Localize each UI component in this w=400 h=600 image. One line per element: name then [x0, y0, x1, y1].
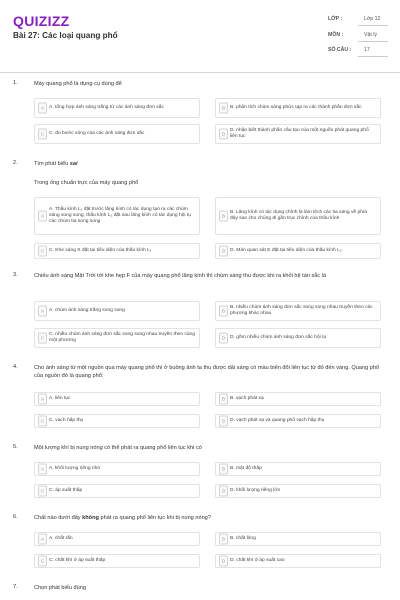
q2-option-c[interactable]	[34, 243, 200, 259]
option-letter: C	[38, 246, 47, 257]
q5-option-b[interactable]	[215, 462, 381, 476]
q5-option-c[interactable]	[34, 484, 200, 498]
q4-option-c[interactable]	[34, 414, 200, 428]
option-text: B. Lăng kính có tác dụng chính là làm lệch các tia sáng về phía đáy sao cho chúng đi gần trục chính của thấu kính	[230, 210, 368, 221]
option-text: C. Khe sáng S đặt tại tiêu diện của thấu kính L₁	[49, 248, 152, 253]
question-text-after: phát ra quang phổ liên tục khi bị nung nóng?	[98, 515, 211, 521]
option-letter: A	[38, 211, 47, 222]
q2-option-d[interactable]	[215, 243, 381, 259]
question-number: 2.	[13, 160, 18, 166]
option-text: D. Màn quan sát E đặt tại tiêu diện của thấu kính L₂	[230, 248, 342, 253]
option-letter: C	[38, 556, 47, 567]
option-letter: A	[38, 464, 47, 475]
meta-subject-value: Vật lý	[364, 32, 377, 38]
question-text-emphasis: sai	[69, 161, 78, 167]
worksheet-title: Bài 27: Các loại quang phổ	[13, 31, 118, 40]
option-letter: D	[219, 486, 228, 497]
option-text: D. nhận biết thành phần cấu tạo của một nguồn phát quang phổ liên tục	[230, 128, 369, 139]
q2-option-b[interactable]	[215, 197, 381, 235]
option-letter: D	[219, 129, 228, 140]
q1-option-a[interactable]	[34, 98, 200, 118]
option-letter: D	[219, 333, 228, 344]
option-text: C. đo bước sóng của các ánh sáng đơn sắc	[49, 131, 145, 136]
question-number: 6.	[13, 514, 18, 520]
option-letter: C	[38, 486, 47, 497]
q4-option-d[interactable]	[215, 414, 381, 428]
question-number: 5.	[13, 444, 18, 450]
q6-option-d[interactable]	[215, 554, 381, 568]
question-text	[34, 160, 380, 168]
q1-option-d[interactable]	[215, 124, 381, 144]
option-letter: B	[219, 464, 228, 475]
question-number: 3.	[13, 272, 18, 278]
meta-subject-label: MÔN :	[328, 32, 344, 38]
option-letter: C	[38, 416, 47, 427]
question-subtext: Trong ống chuẩn trực của máy quang phổ	[34, 180, 139, 186]
option-text: D. vạch phát xạ và quang phổ vạch hấp thụ	[230, 418, 325, 423]
option-text: C. vạch hấp thụ	[49, 418, 84, 423]
option-letter: D	[219, 556, 228, 567]
question-number: 4.	[13, 364, 18, 370]
meta-count-label: SỐ CÂU :	[328, 47, 352, 53]
q5-option-a[interactable]	[34, 462, 200, 476]
question-text: Chiếu ánh sáng Mặt Trời tới khe hẹp F của máy quang phổ lăng kính thì chùm sáng thu được khi ra khỏi hệ tán sắc là	[34, 273, 327, 279]
meta-class-line	[358, 25, 388, 26]
option-text: C. nhiều chùm ánh sáng đơn sắc song song nhau truyền theo cùng một phương	[49, 332, 195, 343]
q2-option-a[interactable]	[34, 197, 200, 235]
q3-option-d[interactable]	[215, 328, 381, 348]
option-letter: C	[38, 129, 47, 140]
option-text: C. áp suất thấp	[49, 488, 83, 493]
option-text: D. khối lượng riêng lớn	[230, 488, 281, 493]
option-letter: C	[38, 333, 47, 344]
option-text: B. chất lỏng	[230, 536, 256, 541]
option-text: B. nhiều chùm ánh sáng đơn sắc song song nhau truyền theo các phương khác nhau	[230, 305, 373, 316]
meta-subject-line	[358, 41, 388, 42]
option-letter: A	[38, 534, 47, 545]
option-letter: A	[38, 103, 47, 114]
q5-option-d[interactable]	[215, 484, 381, 498]
q6-option-c[interactable]	[34, 554, 200, 568]
option-text: A. chất rắn	[49, 536, 73, 541]
q3-option-c[interactable]	[34, 328, 200, 348]
option-text: D. gồm nhiều chùm ánh sáng đơn sắc hội tụ	[230, 335, 327, 340]
meta-class-value: Lớp 12	[364, 16, 381, 22]
q1-option-c[interactable]	[34, 124, 200, 144]
question-text-emphasis: không	[82, 515, 99, 521]
option-letter: B	[219, 534, 228, 545]
question-text: Chọn phát biểu đúng	[34, 585, 86, 591]
option-letter: D	[219, 246, 228, 257]
question-text-before: Chất nào dưới đây	[34, 515, 83, 521]
q3-option-b[interactable]	[215, 301, 381, 321]
option-text: D. chất khí ở áp suất cao	[230, 558, 285, 563]
option-text: B. vạch phát xạ	[230, 396, 264, 401]
question-text: Máy quang phổ là dụng cụ dùng để	[34, 81, 122, 87]
option-text: B. mật độ thấp	[230, 466, 262, 471]
option-text: B. phân tích chùm sáng phức tạp ra các thành phần đơn sắc	[230, 105, 362, 110]
option-text: A. khối lượng riêng nhỏ	[49, 466, 101, 471]
meta-count-line	[358, 56, 388, 57]
q6-option-a[interactable]	[34, 532, 200, 546]
option-letter: B	[219, 103, 228, 114]
question-text-before: Tìm phát biểu	[34, 161, 70, 167]
option-letter: A	[38, 306, 47, 317]
option-letter: A	[38, 394, 47, 405]
option-letter: B	[219, 306, 228, 317]
option-text: C. chất khí ở áp suất thấp	[49, 558, 106, 563]
option-text: A. Thấu kính L₁ đặt trước lăng kính có tác dụng tạo ra các chùm sáng song song, thấu kính L₂ đặt sau lăng kính có tác dụng hội tụ các chùm tia song song	[49, 207, 191, 224]
option-text: A. tổng hợp ánh sáng trắng từ các ánh sáng đơn sắc	[49, 105, 164, 110]
question-text	[34, 514, 380, 522]
q4-option-a[interactable]	[34, 392, 200, 406]
q4-option-b[interactable]	[215, 392, 381, 406]
meta-class-label: LỚP :	[328, 16, 343, 22]
option-letter: B	[219, 211, 228, 222]
quizizz-logo: QUIZIZZ	[13, 13, 70, 29]
q6-option-b[interactable]	[215, 532, 381, 546]
question-text: Cho ánh sáng từ một nguồn qua máy quang phổ thì ở buồng ảnh ta thu được dải sáng có màu biến đổi liên tục từ đỏ đến vàng. Quang phổ của nguồn đó là quang phổ:	[34, 365, 380, 379]
q1-option-b[interactable]	[215, 98, 381, 118]
option-text: A. chùm ánh sáng trắng song song	[49, 308, 125, 313]
question-text: Một lượng khí bị nung nóng có thể phát ra quang phổ liên tục khi có	[34, 445, 202, 451]
q3-option-a[interactable]	[34, 301, 200, 321]
worksheet-header	[0, 0, 400, 73]
question-number: 7.	[13, 584, 18, 590]
option-letter: D	[219, 416, 228, 427]
meta-count-value: 17	[364, 47, 370, 53]
option-letter: B	[219, 394, 228, 405]
option-text: A. liên tục	[49, 396, 71, 401]
question-number: 1.	[13, 80, 18, 86]
